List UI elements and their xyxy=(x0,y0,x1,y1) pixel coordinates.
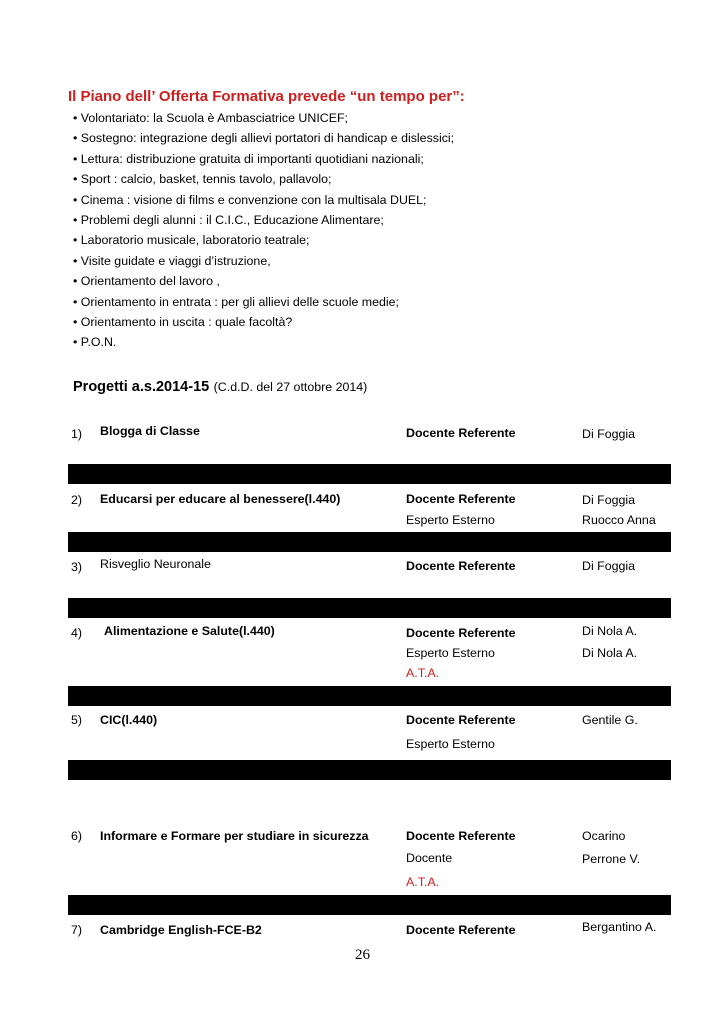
separator-bar xyxy=(68,895,671,915)
separator-bar xyxy=(68,532,671,552)
projects-title-main: Progetti a.s.2014-15 xyxy=(73,379,210,395)
separator-bar xyxy=(68,598,671,618)
project-role: Esperto Esterno xyxy=(406,737,495,751)
list-item: • Sport : calcio, basket, tennis tavolo, pallavolo; xyxy=(73,172,332,187)
list-item: • Orientamento in entrata : per gli allievi delle scuole medie; xyxy=(73,294,399,309)
project-title: Cambridge English-FCE-B2 xyxy=(100,923,262,937)
project-title: Blogga di Classe xyxy=(100,424,200,438)
list-item: • Problemi degli alunni : il C.I.C., Educazione Alimentare; xyxy=(73,213,384,228)
project-role: Docente Referente xyxy=(406,559,516,573)
projects-title-note: (C.d.D. del 27 ottobre 2014) xyxy=(213,380,368,394)
list-item: • Visite guidate e viaggi d’istruzione, xyxy=(73,253,271,268)
project-person: Di Nola A. xyxy=(582,624,638,638)
list-item: • Cinema : visione di films e convenzione con la multisala DUEL; xyxy=(73,192,427,207)
list-item: • Lettura: distribuzione gratuita di importanti quotidiani nazionali; xyxy=(73,151,424,166)
project-title: Educarsi per educare al benessere(l.440) xyxy=(100,492,341,506)
project-person: Perrone V. xyxy=(582,852,641,866)
list-item: • Orientamento del lavoro , xyxy=(73,274,220,289)
project-role: A.T.A. xyxy=(406,666,440,680)
project-role: Docente xyxy=(406,851,453,865)
separator-bar xyxy=(68,464,671,484)
project-number: 7) xyxy=(71,923,83,937)
offer-list xyxy=(73,108,454,353)
list-item: • P.O.N. xyxy=(73,335,117,350)
project-number: 6) xyxy=(71,829,83,843)
page-number: 26 xyxy=(355,947,370,963)
separator-bar xyxy=(68,686,671,706)
project-person: Di Foggia xyxy=(582,493,636,507)
project-number: 1) xyxy=(71,427,83,441)
project-role: Esperto Esterno xyxy=(406,513,495,527)
project-person: Di Nola A. xyxy=(582,646,638,660)
project-title: Risveglio Neuronale xyxy=(100,557,211,571)
list-item: • Orientamento in uscita : quale facoltà? xyxy=(73,315,293,330)
list-item: • Volontariato: la Scuola è Ambasciatrice UNICEF; xyxy=(73,111,348,125)
project-person: Di Foggia xyxy=(582,559,636,573)
section-heading: Il Piano dell’ Offerta Formativa prevede “un tempo per”: xyxy=(68,88,465,105)
project-title: Alimentazione e Salute(l.440) xyxy=(104,624,275,638)
project-person: Ruocco Anna xyxy=(582,513,656,527)
projects-title xyxy=(73,378,367,396)
project-person: Bergantino A. xyxy=(582,920,657,934)
project-person: Ocarino xyxy=(582,829,626,843)
project-person: Di Foggia xyxy=(582,427,636,441)
project-role: Docente Referente xyxy=(406,426,516,440)
project-role: Esperto Esterno xyxy=(406,646,495,660)
project-number: 5) xyxy=(71,713,83,727)
project-role: Docente Referente xyxy=(406,626,516,640)
project-number: 4) xyxy=(71,626,83,640)
project-role: Docente Referente xyxy=(406,492,516,506)
project-number: 2) xyxy=(71,493,83,507)
project-title: CIC(l.440) xyxy=(100,713,158,727)
project-role: Docente Referente xyxy=(406,923,516,937)
project-title: Informare e Formare per studiare in sicurezza xyxy=(100,829,369,843)
list-item: • Laboratorio musicale, laboratorio teatrale; xyxy=(73,233,310,248)
project-person: Gentile G. xyxy=(582,713,638,727)
project-role: Docente Referente xyxy=(406,829,516,843)
project-number: 3) xyxy=(71,560,83,574)
project-role: A.T.A. xyxy=(406,875,440,889)
list-item: • Sostegno: integrazione degli allievi portatori di handicap e dislessici; xyxy=(73,131,455,146)
project-role: Docente Referente xyxy=(406,713,516,727)
separator-bar xyxy=(68,760,671,780)
